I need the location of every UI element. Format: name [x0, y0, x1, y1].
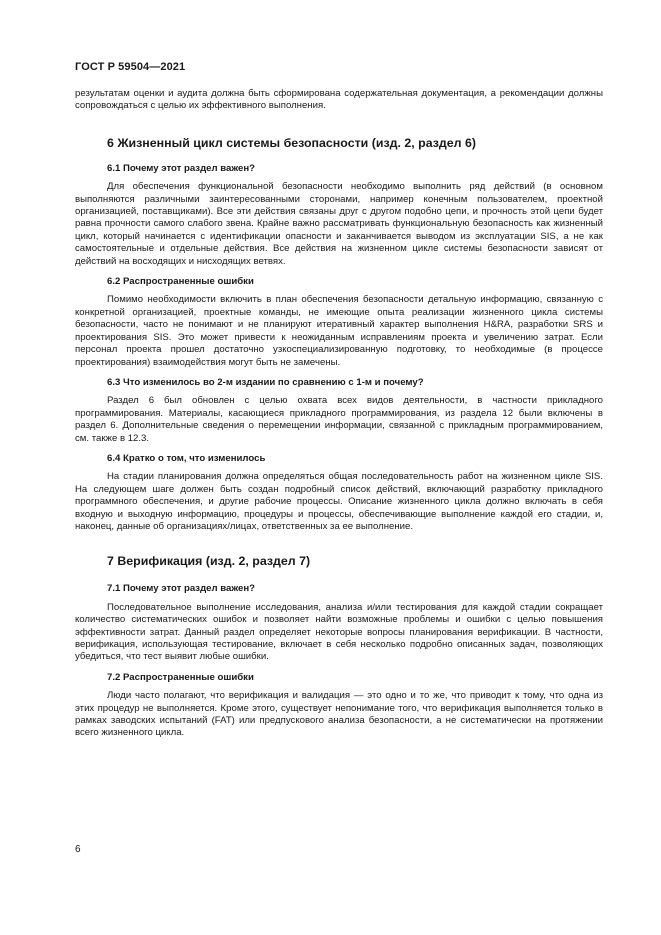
- document-id-header: ГОСТ Р 59504—2021: [75, 61, 186, 73]
- section-7-1-paragraph: Последовательное выполнение исследования, анализа и/или тестирования для каждой стадии сокращает количество систематических ошибок и позволяет найти возможные проблемы и ошибки с целью повышения эффективности затрат. Данный раздел определяет некоторые вопросы планирования верификации. В частности, верификация, использующая тестирование, включает в себя несколько подробно описанных задач, позволяющих убедиться, что тест выявит любые ошибки.: [75, 601, 603, 663]
- intro-paragraph: результатам оценки и аудита должна быть сформирована содержательная документация, а рекомендации должны сопровождаться с целью их эффективного выполнения.: [75, 88, 603, 112]
- section-6-2-paragraph: Помимо необходимости включить в план обеспечения безопасности детальную информацию, связанную с конкретной организацией, проектные команды, не имеющие опыта реализации жизненного цикла системы безопасности, часто не понимают и не планируют итеративный характер выполнения H&RA, разработки SRS и проектирования SIS. Это может привести к неожиданным исправлениям проекта и увеличению затрат. Если персонал проекта прошел достаточно узкоспециализированную подготовку, то необходимые (в процессе проектирования) взаимодействия могут быть не замечены.: [75, 294, 603, 368]
- page-number: 6: [75, 844, 81, 855]
- section-7-2-paragraph: Люди часто полагают, что верификация и валидация — это одно и то же, что приводит к тому, что одна из этих процедур не выполняется. Кроме этого, существует непонимание того, что верификация выполняется только в рамках заводских испытаний (FAT) или предпускового анализа безопасности, а не систематически на протяжении всего жизненного цикла.: [75, 690, 603, 739]
- section-6-4-paragraph: На стадии планирования должна определяться общая последовательность работ на жизненном цикле SIS. На следующем шаге должен быть создан подробный список действий, включающий разработку прикладного программного обеспечения, и другие рабочие процессы. Описание жизненного цикла должно включать в себя входную и выходную информацию, процедуры и процессы, обеспечивающие выполнение каждой его стадии, и, наконец, данные об организациях/лицах, ответственных за ее выполнение.: [75, 471, 603, 532]
- section-6-4-heading: 6.4 Кратко о том, что изменилось: [107, 452, 266, 464]
- section-7-2-heading: 7.2 Распространенные ошибки: [107, 671, 254, 683]
- page-content: [75, 88, 603, 740]
- section-6-1-paragraph: Для обеспечения функциональной безопасности необходимо выполнить ряд действий (в основном выполняются различными заинтересованными сторонами, например конечным пользователем, проектной организацией, поставщиками). Все эти действия связаны друг с другом подобно цепи, и прочность этой цепи будет равна прочности самого слабого звена. Крайне важно рассматривать функциональную безопасность как жизненный цикл, который начинается с идентификации опасности и заканчивается выводом из эксплуатации SIS, а не как самостоятельные и отдельные действия. Все действия на жизненном цикле системы безопасности зависят от действий на восходящих и нисходящих ветвях.: [75, 181, 603, 267]
- section-6-heading: 6 Жизненный цикл системы безопасности (изд. 2, раздел 6): [107, 135, 477, 150]
- section-6-3-paragraph: Раздел 6 был обновлен с целью охвата всех видов деятельности, в частности прикладного программирования. Материалы, касающиеся прикладного программирования, из раздела 12 были включены в раздел 6. Дополнительные сведения о перемещении информации, связанной с прикладным программированием, см. также в 12.3.: [75, 395, 603, 444]
- section-7-heading: 7 Верификация (изд. 2, раздел 7): [107, 554, 311, 569]
- section-6-2-heading: 6.2 Распространенные ошибки: [107, 276, 254, 288]
- section-6-3-heading: 6.3 Что изменилось во 2-м издании по сравнению с 1-м и почему?: [107, 376, 424, 388]
- section-6-1-heading: 6.1 Почему этот раздел важен?: [107, 162, 256, 174]
- section-7-1-heading: 7.1 Почему этот раздел важен?: [107, 583, 256, 595]
